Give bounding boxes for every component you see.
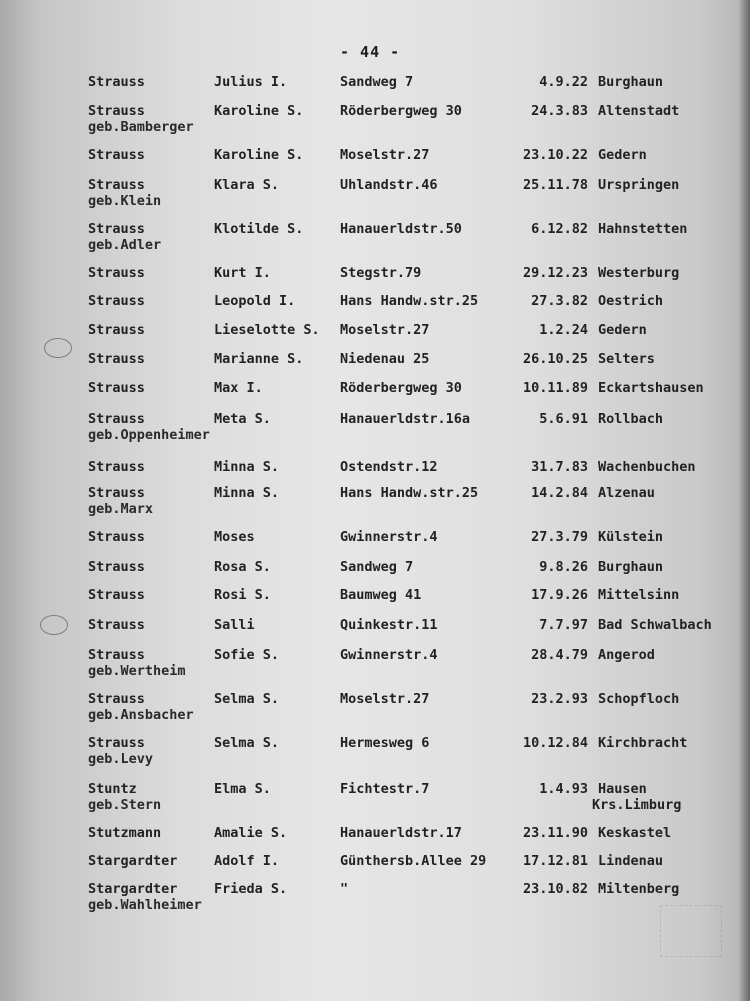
entry-street: Moselstr.27 (340, 322, 430, 338)
entry-birth-date: 10.12.84 (522, 735, 588, 751)
entry-street: Hanauerldstr.16a (340, 411, 471, 427)
entry-street: Uhlandstr.46 (340, 177, 438, 193)
entry-birth-date: 4.9.22 (539, 74, 588, 90)
entry-birth-place: Schopfloch (598, 691, 680, 707)
entry-surname: Strauss (88, 74, 145, 90)
entry-birth-name: geb.Levy (88, 751, 154, 767)
entry-given-name: Kurt I. (214, 265, 271, 281)
entry-given-name: Julius I. (214, 74, 288, 90)
entry-street: Stegstr.79 (340, 265, 422, 281)
entry-surname: Strauss (88, 411, 145, 427)
register-entry (0, 782, 750, 812)
entry-birth-place: Rollbach (598, 411, 664, 427)
entry-surname: Strauss (88, 103, 145, 119)
entry-street: Günthersb.Allee 29 (340, 853, 487, 869)
entry-surname: Strauss (88, 587, 145, 603)
register-entry (0, 882, 750, 912)
entry-street: Hans Handw.str.25 (340, 485, 479, 501)
register-entry (0, 266, 750, 296)
entry-birth-place-district: Krs.Limburg (592, 797, 682, 813)
entry-birth-place: Gedern (598, 322, 647, 338)
entry-surname: Strauss (88, 177, 145, 193)
entry-given-name: Rosa S. (214, 559, 271, 575)
entry-birth-date: 1.2.24 (539, 322, 588, 338)
register-entry (0, 323, 750, 353)
entry-given-name: Max I. (214, 380, 263, 396)
entry-birth-place: Keskastel (598, 825, 672, 841)
entry-given-name: Meta S. (214, 411, 271, 427)
entry-street: Hans Handw.str.25 (340, 293, 479, 309)
register-entry (0, 648, 750, 678)
entry-birth-name: geb.Bamberger (88, 119, 194, 135)
entry-surname: Stutzmann (88, 825, 162, 841)
entry-given-name: Elma S. (214, 781, 271, 797)
entry-surname: Strauss (88, 322, 145, 338)
entry-birth-date: 5.6.91 (539, 411, 588, 427)
entry-birth-place: Burghaun (598, 559, 664, 575)
entry-given-name: Klotilde S. (214, 221, 304, 237)
entry-given-name: Karoline S. (214, 103, 304, 119)
entry-birth-date: 24.3.83 (531, 103, 588, 119)
register-entry (0, 104, 750, 134)
entry-surname: Strauss (88, 459, 145, 475)
register-entry (0, 352, 750, 382)
entry-street: Niedenau 25 (340, 351, 430, 367)
entry-street: Gwinnerstr.4 (340, 647, 438, 663)
entry-birth-place: Urspringen (598, 177, 680, 193)
entry-street: Moselstr.27 (340, 147, 430, 163)
entry-birth-date: 26.10.25 (522, 351, 588, 367)
entry-street: Baumweg 41 (340, 587, 422, 603)
entry-birth-date: 31.7.83 (531, 459, 588, 475)
entry-surname: Strauss (88, 647, 145, 663)
entry-birth-place: Eckartshausen (598, 380, 704, 396)
entry-surname: Stuntz (88, 781, 137, 797)
entry-birth-name: geb.Adler (88, 237, 162, 253)
entry-birth-date: 27.3.82 (531, 293, 588, 309)
register-entry (0, 692, 750, 722)
entry-birth-name: geb.Oppenheimer (88, 427, 210, 443)
register-entry (0, 618, 750, 648)
entry-birth-date: 9.8.26 (539, 559, 588, 575)
register-entry (0, 486, 750, 516)
register-entry (0, 178, 750, 208)
entry-street: Hermesweg 6 (340, 735, 430, 751)
faint-stamp (660, 905, 722, 957)
entry-birth-date: 10.11.89 (522, 380, 588, 396)
entry-given-name: Rosi S. (214, 587, 271, 603)
entry-birth-date: 23.11.90 (522, 825, 588, 841)
entry-street: Sandweg 7 (340, 74, 414, 90)
entry-birth-date: 29.12.23 (522, 265, 588, 281)
entry-birth-place: Selters (598, 351, 655, 367)
entry-birth-place: Hahnstetten (598, 221, 688, 237)
entry-surname: Strauss (88, 559, 145, 575)
entry-birth-name: geb.Ansbacher (88, 707, 194, 723)
register-entry (0, 294, 750, 324)
entry-surname: Stargardter (88, 853, 178, 869)
entry-birth-place: Külstein (598, 529, 664, 545)
register-entry (0, 381, 750, 411)
entry-birth-name: geb.Klein (88, 193, 162, 209)
entry-surname: Strauss (88, 485, 145, 501)
entry-birth-date: 27.3.79 (531, 529, 588, 545)
register-entry (0, 826, 750, 856)
entry-birth-place: Wachenbuchen (598, 459, 696, 475)
entry-birth-place: Hausen (598, 781, 647, 797)
entry-given-name: Karoline S. (214, 147, 304, 163)
entry-surname: Strauss (88, 221, 145, 237)
entry-given-name: Salli (214, 617, 255, 633)
entry-birth-date: 28.4.79 (531, 647, 588, 663)
register-entry (0, 222, 750, 252)
entry-birth-name: geb.Marx (88, 501, 154, 517)
entry-street: " (340, 881, 349, 897)
entry-surname: Strauss (88, 293, 145, 309)
entry-birth-place: Angerod (598, 647, 655, 663)
entry-street: Sandweg 7 (340, 559, 414, 575)
entry-birth-place: Gedern (598, 147, 647, 163)
entry-given-name: Sofie S. (214, 647, 280, 663)
entry-street: Ostendstr.12 (340, 459, 438, 475)
page-number: - 44 - (340, 43, 401, 61)
entry-birth-date: 6.12.82 (531, 221, 588, 237)
entry-birth-place: Lindenau (598, 853, 664, 869)
entry-surname: Strauss (88, 529, 145, 545)
entry-birth-place: Alzenau (598, 485, 655, 501)
entry-birth-place: Miltenberg (598, 881, 680, 897)
entry-birth-date: 17.9.26 (531, 587, 588, 603)
entry-birth-place: Burghaun (598, 74, 664, 90)
entry-given-name: Minna S. (214, 459, 280, 475)
register-entry (0, 530, 750, 560)
entry-birth-date: 23.2.93 (531, 691, 588, 707)
entry-surname: Strauss (88, 380, 145, 396)
entry-birth-place: Bad Schwalbach (598, 617, 712, 633)
entry-given-name: Selma S. (214, 735, 280, 751)
entry-given-name: Lieselotte S. (214, 322, 320, 338)
entry-birth-date: 7.7.97 (539, 617, 588, 633)
register-entry (0, 75, 750, 105)
register-entry (0, 736, 750, 766)
entry-street: Hanauerldstr.50 (340, 221, 462, 237)
entry-birth-place: Kirchbracht (598, 735, 688, 751)
entry-birth-date: 23.10.82 (522, 881, 588, 897)
entry-birth-date: 25.11.78 (522, 177, 588, 193)
entry-street: Gwinnerstr.4 (340, 529, 438, 545)
entry-street: Röderbergweg 30 (340, 380, 462, 396)
entry-street: Quinkestr.11 (340, 617, 438, 633)
entry-surname: Strauss (88, 617, 145, 633)
entry-birth-name: geb.Wahlheimer (88, 897, 202, 913)
entry-given-name: Marianne S. (214, 351, 304, 367)
entry-birth-name: geb.Wertheim (88, 663, 186, 679)
entry-street: Moselstr.27 (340, 691, 430, 707)
entry-surname: Strauss (88, 691, 145, 707)
register-entry (0, 412, 750, 442)
entry-birth-name: geb.Stern (88, 797, 162, 813)
entry-birth-place: Altenstadt (598, 103, 680, 119)
entry-street: Fichtestr.7 (340, 781, 430, 797)
entry-birth-date: 14.2.84 (531, 485, 588, 501)
entry-given-name: Frieda S. (214, 881, 288, 897)
entry-street: Röderbergweg 30 (340, 103, 462, 119)
entry-surname: Strauss (88, 351, 145, 367)
entry-birth-place: Oestrich (598, 293, 664, 309)
entry-given-name: Moses (214, 529, 255, 545)
entry-given-name: Adolf I. (214, 853, 280, 869)
register-entry (0, 588, 750, 618)
register-entry (0, 854, 750, 884)
entry-given-name: Minna S. (214, 485, 280, 501)
entry-given-name: Klara S. (214, 177, 280, 193)
entry-birth-date: 17.12.81 (522, 853, 588, 869)
entry-surname: Strauss (88, 265, 145, 281)
entry-surname: Strauss (88, 147, 145, 163)
entry-given-name: Amalie S. (214, 825, 288, 841)
entry-birth-place: Mittelsinn (598, 587, 680, 603)
entry-surname: Strauss (88, 735, 145, 751)
register-entry (0, 560, 750, 590)
entry-birth-date: 23.10.22 (522, 147, 588, 163)
entry-birth-date: 1.4.93 (539, 781, 588, 797)
entry-birth-place: Westerburg (598, 265, 680, 281)
entry-given-name: Selma S. (214, 691, 280, 707)
entry-street: Hanauerldstr.17 (340, 825, 462, 841)
register-entry (0, 148, 750, 178)
entry-surname: Stargardter (88, 881, 178, 897)
entry-given-name: Leopold I. (214, 293, 296, 309)
